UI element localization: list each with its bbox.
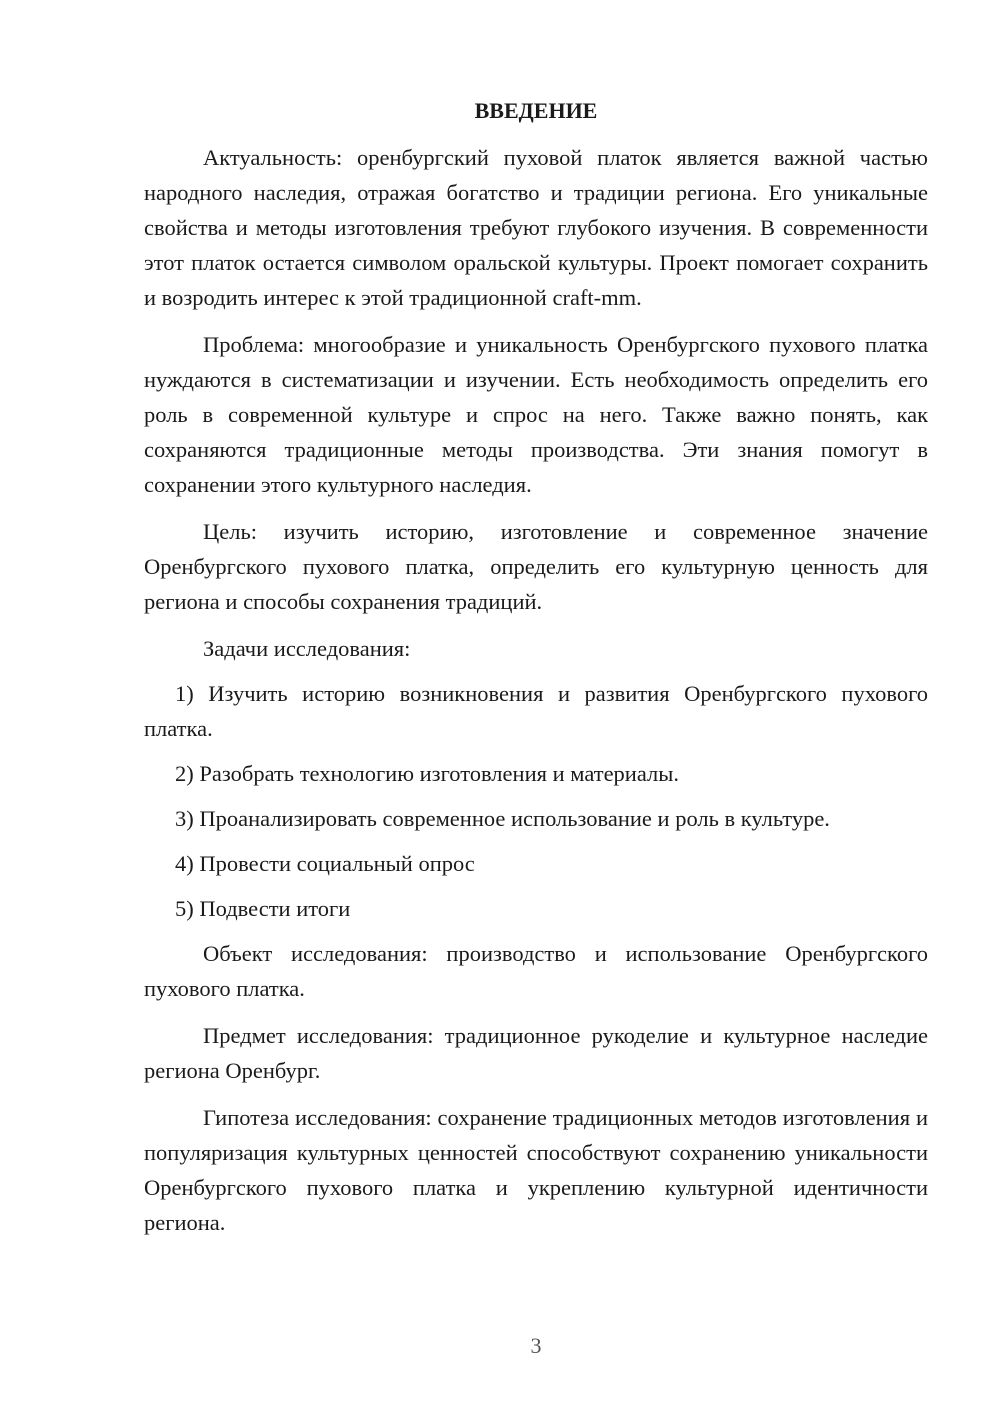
paragraph-relevance: Актуальность: оренбургский пуховой платок является важной частью народного наследия, отражая богатство и традиции региона. Его уникальные свойства и методы изготовления требуют глубокого изучения. В современности этот платок остается символом оральской культуры. Проект помогает сохранить и возродить интерес к этой традиционной craft-mm. (144, 145, 928, 310)
paragraph-tasks-title: Задачи исследования: (203, 636, 411, 661)
paragraph-goal: Цель: изучить историю, изготовление и современное значение Оренбургского пухового платка, определить его культурную ценность для региона и способы сохранения традиций. (144, 519, 928, 614)
task-item-2: 2) Разобрать технологию изготовления и материалы. (175, 761, 679, 786)
document-page (144, 96, 928, 1252)
paragraph-problem: Проблема: многообразие и уникальность Оренбургского пухового платка нуждаются в систематизации и изучении. Есть необходимость определить его роль в современной культуре и спрос на него. Также важно понять, как сохраняются традиционные методы производства. Эти знания помогут в сохранении этого культурного наследия. (144, 332, 928, 497)
paragraph-object: Объект исследования: производство и использование Оренбургского пухового платка. (144, 941, 928, 1001)
page-number: 3 (530, 1333, 542, 1358)
task-item-1: 1) Изучить историю возникновения и развития Оренбургского пухового платка. (144, 681, 928, 741)
paragraph-hypothesis: Гипотеза исследования: сохранение традиционных методов изготовления и популяризация культурных ценностей способствуют сохранению уникальности Оренбургского пухового платка и укреплению культурной идентичности региона. (144, 1105, 928, 1235)
task-item-3: 3) Проанализировать современное использование и роль в культуре. (175, 806, 830, 831)
paragraph-subject: Предмет исследования: традиционное рукоделие и культурное наследие региона Оренбург. (144, 1023, 928, 1083)
task-item-5: 5) Подвести итоги (175, 896, 351, 921)
section-heading: ВВЕДЕНИЕ (474, 98, 598, 123)
task-item-4: 4) Провести социальный опрос (175, 851, 475, 876)
